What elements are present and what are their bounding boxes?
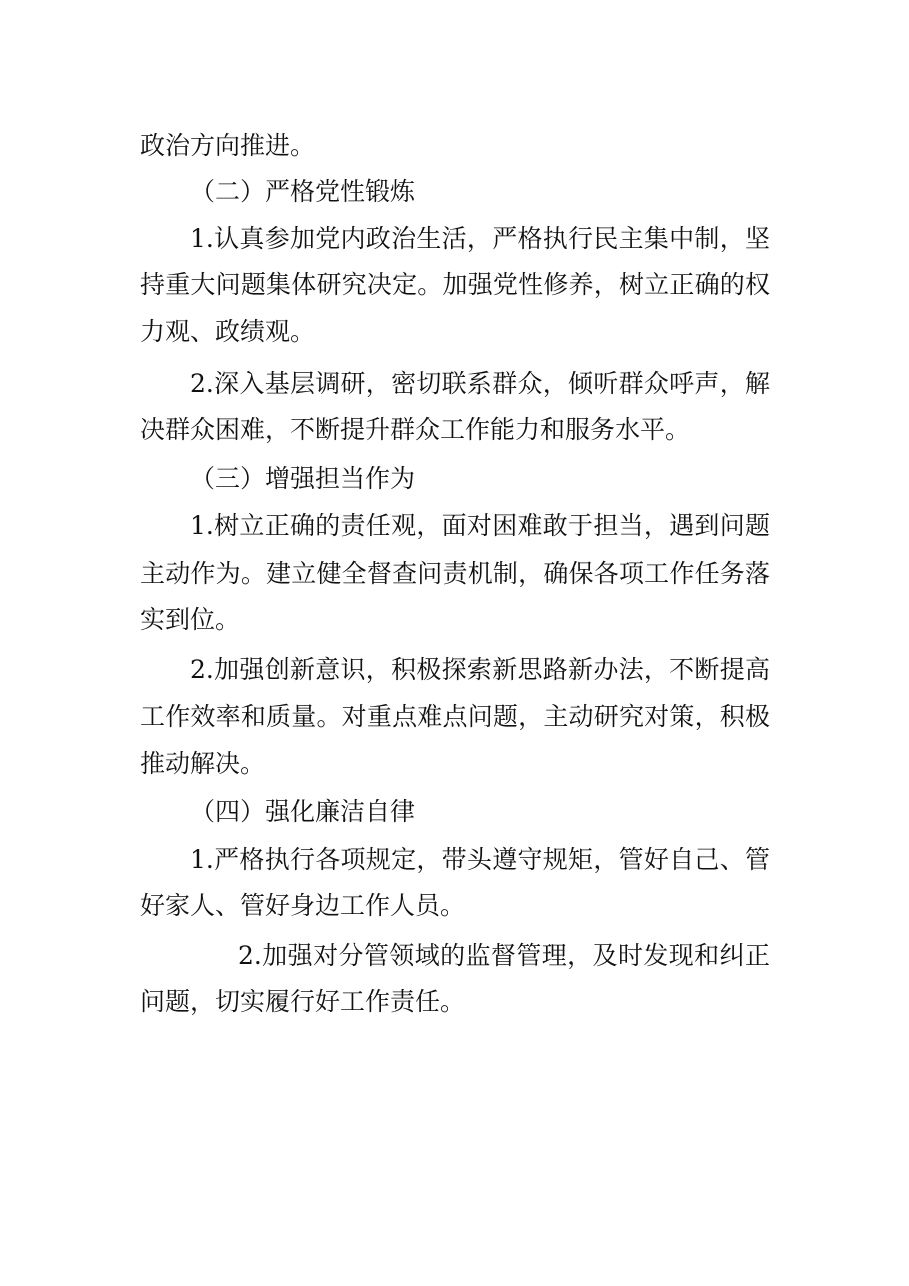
text-line: 好家人、管好身边工作人员。 — [140, 891, 466, 920]
section-heading: （三）增强担当作为 — [190, 464, 416, 493]
section-heading: （四）强化廉洁自律 — [190, 797, 416, 826]
text-line: 主动作为。建立健全督查问责机制，确保各项工作任务落 — [140, 559, 770, 588]
text-line: 持重大问题集体研究决定。加强党性修养，树立正确的权 — [140, 270, 770, 299]
text-line: 工作效率和质量。对重点难点问题，主动研究对策，积极 — [140, 702, 770, 731]
text-line: 问题，切实履行好工作责任。 — [140, 987, 466, 1016]
text-line: 决群众困难，不断提升群众工作能力和服务水平。 — [140, 415, 691, 444]
text-line: 实到位。 — [140, 605, 241, 634]
text-line: 2.深入基层调研，密切联系群众，倾听群众呼声，解 — [190, 369, 770, 398]
text-line: 力观、政绩观。 — [140, 317, 316, 346]
text-line: 2.加强创新意识，积极探索新思路新办法，不断提高 — [190, 655, 770, 684]
text-line: 推动解决。 — [140, 749, 266, 778]
text-line: 1.认真参加党内政治生活，严格执行民主集中制，坚 — [190, 224, 770, 253]
section-heading: （二）严格党性锻炼 — [190, 177, 416, 206]
text-line: 1.树立正确的责任观，面对困难敢于担当，遇到问题 — [190, 511, 770, 540]
text-line: 2.加强对分管领域的监督管理，及时发现和纠正 — [238, 941, 770, 970]
text-line: 政治方向推进。 — [140, 131, 316, 160]
text-line: 1.严格执行各项规定，带头遵守规矩，管好自己、管 — [190, 845, 770, 874]
